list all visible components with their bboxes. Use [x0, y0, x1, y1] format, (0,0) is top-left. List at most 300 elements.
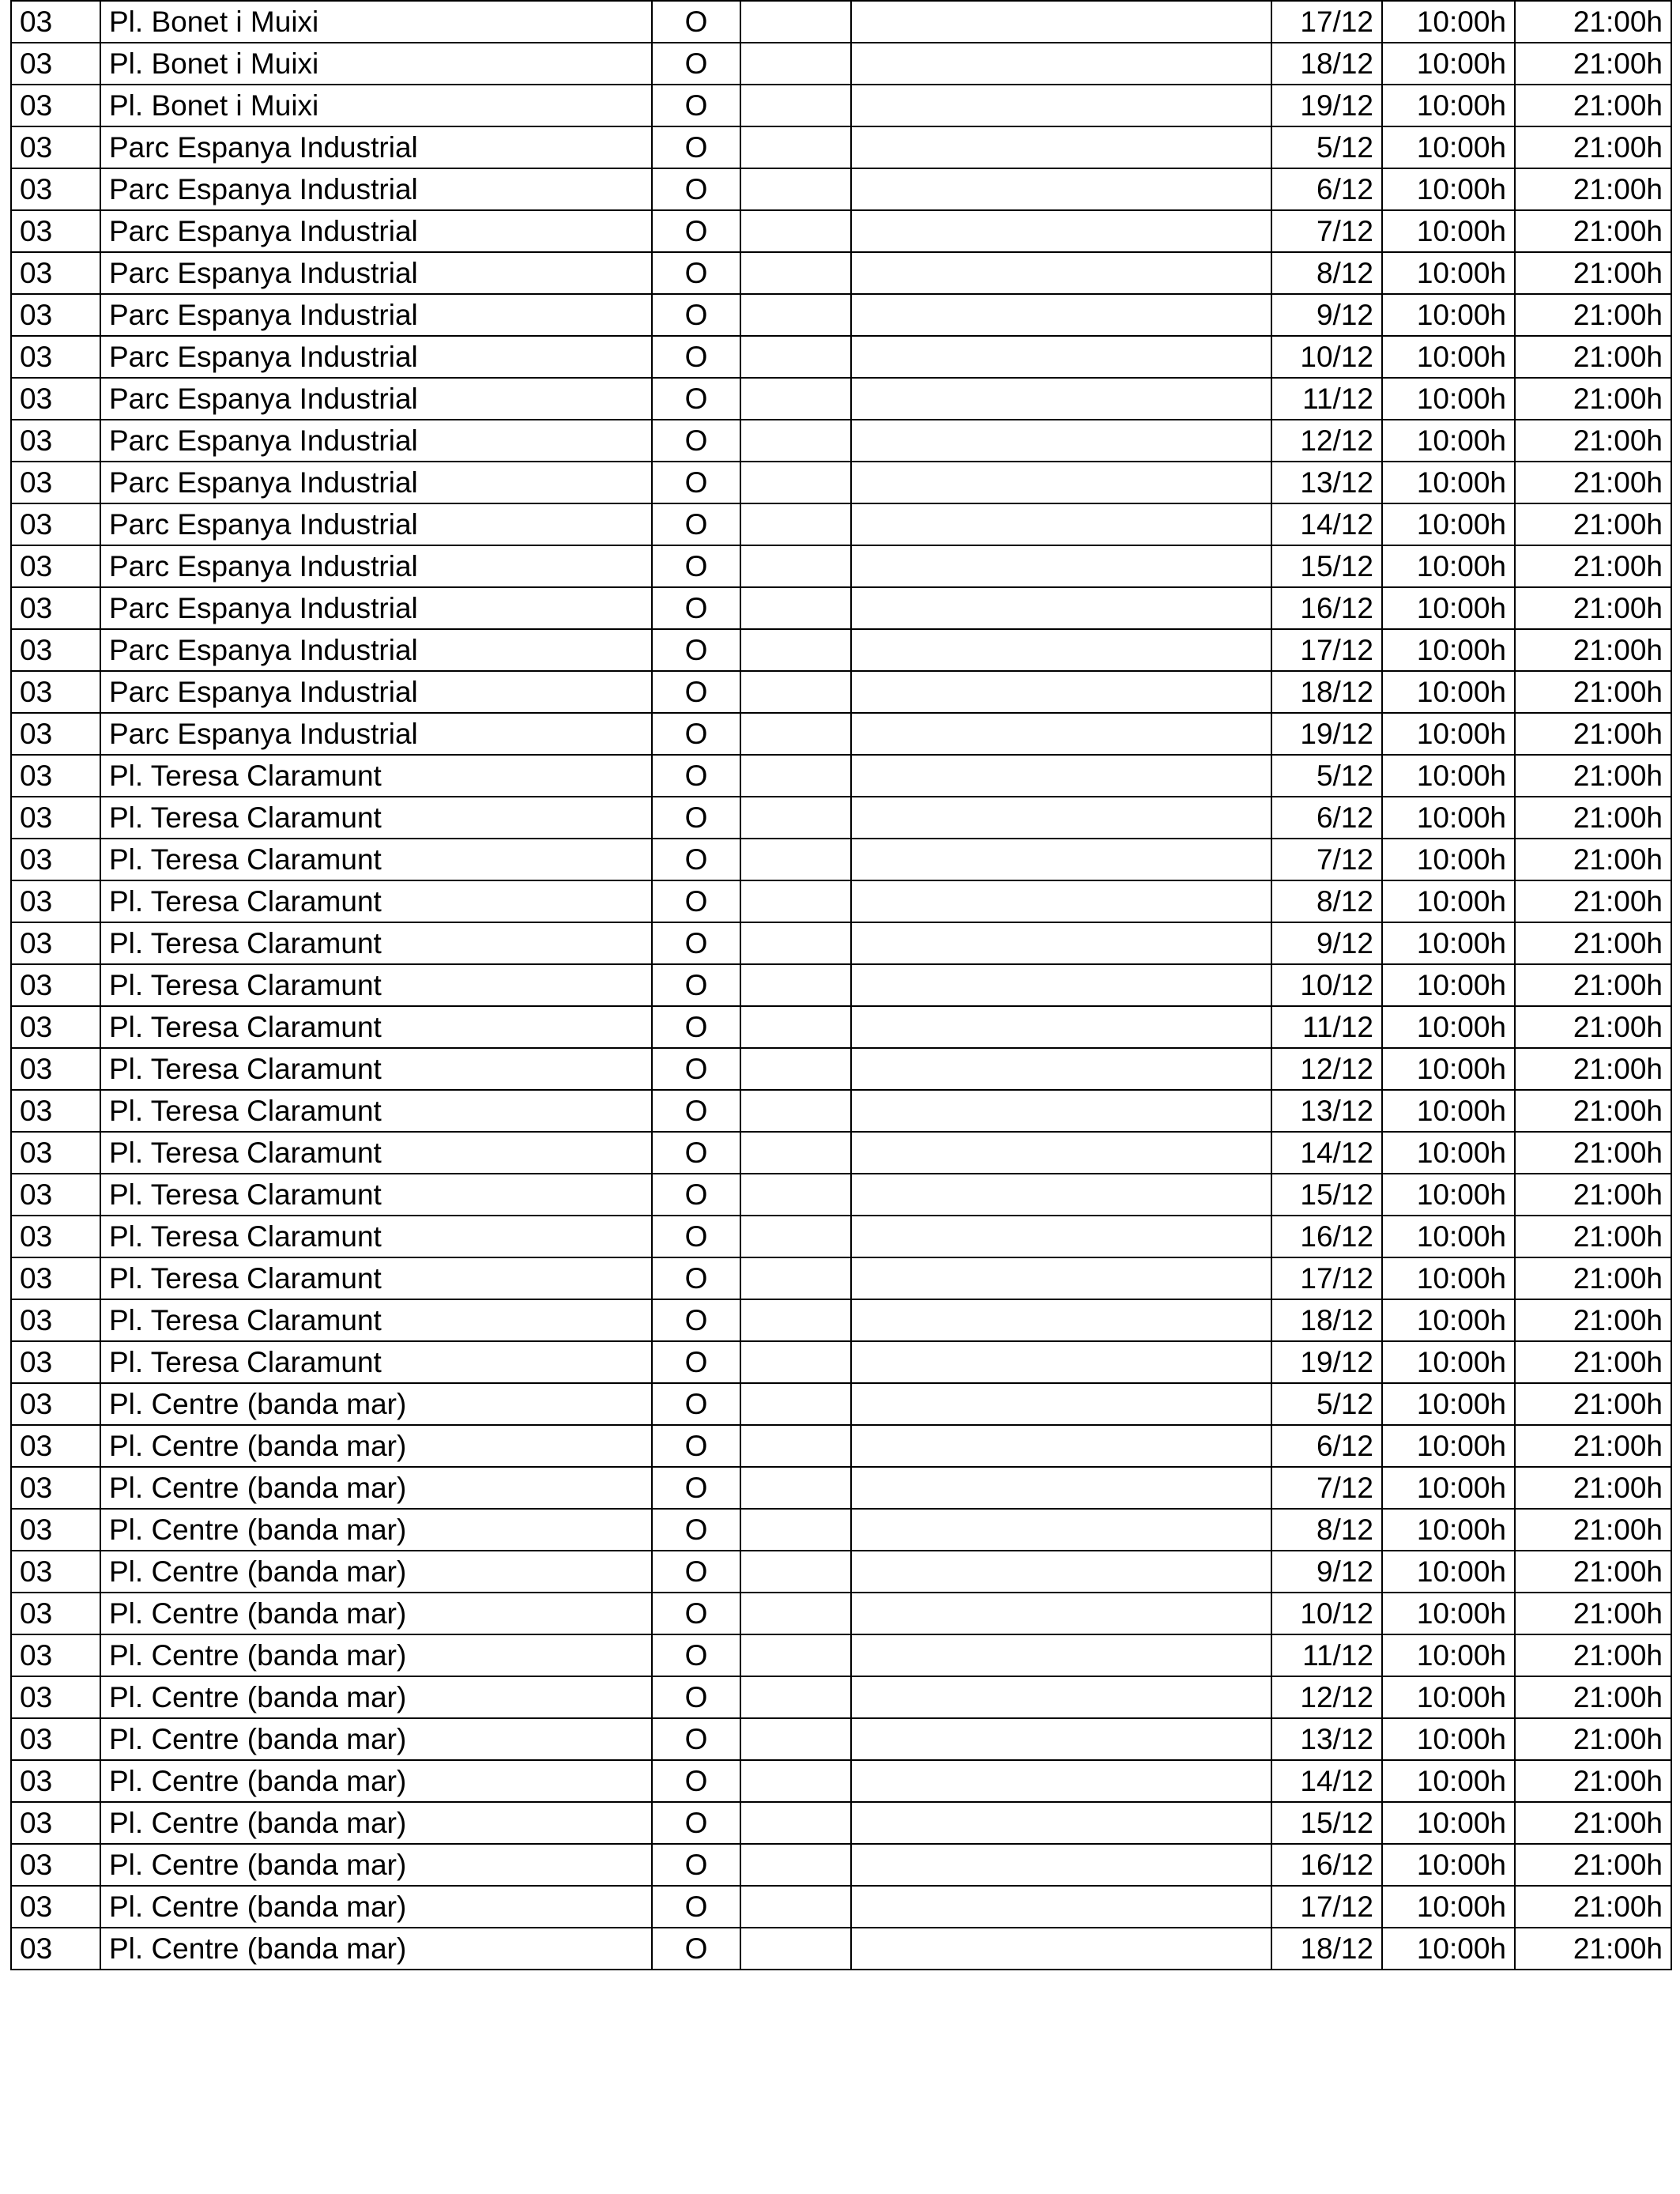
start-time-cell: 10:00h	[1382, 1425, 1515, 1467]
start-time-cell: 10:00h	[1382, 294, 1515, 336]
location-cell: Pl. Centre (banda mar)	[100, 1760, 652, 1802]
empty-cell	[740, 1886, 851, 1928]
type-cell: O	[652, 1886, 740, 1928]
type-cell: O	[652, 1928, 740, 1970]
district-cell: 03	[11, 168, 100, 210]
table-row	[11, 85, 1671, 126]
empty-cell	[740, 294, 851, 336]
table-row	[11, 671, 1671, 713]
empty-cell	[740, 1299, 851, 1341]
district-cell: 03	[11, 1090, 100, 1132]
empty-cell	[851, 1551, 1271, 1593]
end-time-cell: 21:00h	[1515, 1760, 1671, 1802]
start-time-cell: 10:00h	[1382, 1634, 1515, 1676]
empty-cell	[851, 1048, 1271, 1090]
date-cell: 15/12	[1271, 545, 1382, 587]
empty-cell	[740, 1718, 851, 1760]
type-cell: O	[652, 1509, 740, 1551]
empty-cell	[740, 1760, 851, 1802]
type-cell: O	[652, 1425, 740, 1467]
location-cell: Pl. Centre (banda mar)	[100, 1802, 652, 1844]
type-cell: O	[652, 462, 740, 503]
empty-cell	[851, 545, 1271, 587]
start-time-cell: 10:00h	[1382, 1718, 1515, 1760]
table-row	[11, 1844, 1671, 1886]
type-cell: O	[652, 1006, 740, 1048]
end-time-cell: 21:00h	[1515, 420, 1671, 462]
location-cell: Pl. Centre (banda mar)	[100, 1383, 652, 1425]
district-cell: 03	[11, 839, 100, 880]
district-cell: 03	[11, 1383, 100, 1425]
empty-cell	[851, 1802, 1271, 1844]
location-cell: Pl. Teresa Claramunt	[100, 839, 652, 880]
empty-cell	[851, 1509, 1271, 1551]
table-row	[11, 839, 1671, 880]
empty-cell	[740, 545, 851, 587]
end-time-cell: 21:00h	[1515, 462, 1671, 503]
table-row	[11, 713, 1671, 755]
empty-cell	[740, 1551, 851, 1593]
district-cell: 03	[11, 462, 100, 503]
start-time-cell: 10:00h	[1382, 168, 1515, 210]
district-cell: 03	[11, 1132, 100, 1174]
end-time-cell: 21:00h	[1515, 1257, 1671, 1299]
district-cell: 03	[11, 1718, 100, 1760]
table-row	[11, 545, 1671, 587]
type-cell: O	[652, 1216, 740, 1257]
start-time-cell: 10:00h	[1382, 1006, 1515, 1048]
table-row	[11, 1299, 1671, 1341]
district-cell: 03	[11, 252, 100, 294]
empty-cell	[740, 1257, 851, 1299]
empty-cell	[740, 587, 851, 629]
empty-cell	[740, 1383, 851, 1425]
date-cell: 19/12	[1271, 713, 1382, 755]
date-cell: 14/12	[1271, 1760, 1382, 1802]
location-cell: Pl. Centre (banda mar)	[100, 1593, 652, 1634]
district-cell: 03	[11, 1928, 100, 1970]
end-time-cell: 21:00h	[1515, 629, 1671, 671]
table-row	[11, 1048, 1671, 1090]
district-cell: 03	[11, 964, 100, 1006]
empty-cell	[740, 671, 851, 713]
location-cell: Pl. Teresa Claramunt	[100, 964, 652, 1006]
end-time-cell: 21:00h	[1515, 587, 1671, 629]
type-cell: O	[652, 1634, 740, 1676]
empty-cell	[740, 1928, 851, 1970]
start-time-cell: 10:00h	[1382, 420, 1515, 462]
empty-cell	[740, 1132, 851, 1174]
type-cell: O	[652, 880, 740, 922]
start-time-cell: 10:00h	[1382, 1341, 1515, 1383]
date-cell: 13/12	[1271, 1090, 1382, 1132]
type-cell: O	[652, 587, 740, 629]
district-cell: 03	[11, 1257, 100, 1299]
end-time-cell: 21:00h	[1515, 1593, 1671, 1634]
table-row	[11, 1802, 1671, 1844]
table-row	[11, 1132, 1671, 1174]
table-row	[11, 587, 1671, 629]
end-time-cell: 21:00h	[1515, 671, 1671, 713]
end-time-cell: 21:00h	[1515, 1048, 1671, 1090]
location-cell: Pl. Centre (banda mar)	[100, 1886, 652, 1928]
empty-cell	[851, 587, 1271, 629]
location-cell: Pl. Teresa Claramunt	[100, 1174, 652, 1216]
date-cell: 8/12	[1271, 880, 1382, 922]
location-cell: Parc Espanya Industrial	[100, 336, 652, 378]
end-time-cell: 21:00h	[1515, 1718, 1671, 1760]
schedule-table	[10, 0, 1672, 1970]
district-cell: 03	[11, 1341, 100, 1383]
empty-cell	[851, 462, 1271, 503]
district-cell: 03	[11, 336, 100, 378]
date-cell: 16/12	[1271, 1216, 1382, 1257]
end-time-cell: 21:00h	[1515, 1341, 1671, 1383]
empty-cell	[740, 1467, 851, 1509]
empty-cell	[740, 420, 851, 462]
start-time-cell: 10:00h	[1382, 43, 1515, 85]
date-cell: 9/12	[1271, 922, 1382, 964]
date-cell: 18/12	[1271, 671, 1382, 713]
district-cell: 03	[11, 1174, 100, 1216]
table-row	[11, 1634, 1671, 1676]
date-cell: 7/12	[1271, 839, 1382, 880]
end-time-cell: 21:00h	[1515, 1006, 1671, 1048]
date-cell: 11/12	[1271, 1006, 1382, 1048]
district-cell: 03	[11, 1551, 100, 1593]
type-cell: O	[652, 839, 740, 880]
type-cell: O	[652, 1551, 740, 1593]
type-cell: O	[652, 1593, 740, 1634]
table-row	[11, 1676, 1671, 1718]
end-time-cell: 21:00h	[1515, 168, 1671, 210]
type-cell: O	[652, 713, 740, 755]
table-row	[11, 1928, 1671, 1970]
date-cell: 14/12	[1271, 1132, 1382, 1174]
table-row	[11, 1509, 1671, 1551]
end-time-cell: 21:00h	[1515, 1299, 1671, 1341]
end-time-cell: 21:00h	[1515, 1551, 1671, 1593]
location-cell: Pl. Centre (banda mar)	[100, 1425, 652, 1467]
end-time-cell: 21:00h	[1515, 1886, 1671, 1928]
end-time-cell: 21:00h	[1515, 545, 1671, 587]
end-time-cell: 21:00h	[1515, 1928, 1671, 1970]
location-cell: Parc Espanya Industrial	[100, 629, 652, 671]
type-cell: O	[652, 629, 740, 671]
table-row	[11, 880, 1671, 922]
empty-cell	[740, 1509, 851, 1551]
date-cell: 16/12	[1271, 587, 1382, 629]
type-cell: O	[652, 1844, 740, 1886]
type-cell: O	[652, 1048, 740, 1090]
empty-cell	[851, 43, 1271, 85]
location-cell: Pl. Centre (banda mar)	[100, 1551, 652, 1593]
end-time-cell: 21:00h	[1515, 1216, 1671, 1257]
table-row	[11, 1718, 1671, 1760]
date-cell: 14/12	[1271, 503, 1382, 545]
end-time-cell: 21:00h	[1515, 713, 1671, 755]
type-cell: O	[652, 797, 740, 839]
empty-cell	[851, 1132, 1271, 1174]
start-time-cell: 10:00h	[1382, 1467, 1515, 1509]
district-cell: 03	[11, 1844, 100, 1886]
empty-cell	[851, 420, 1271, 462]
empty-cell	[851, 964, 1271, 1006]
end-time-cell: 21:00h	[1515, 1802, 1671, 1844]
location-cell: Parc Espanya Industrial	[100, 252, 652, 294]
table-row	[11, 210, 1671, 252]
table-row	[11, 503, 1671, 545]
table-row	[11, 629, 1671, 671]
date-cell: 10/12	[1271, 1593, 1382, 1634]
empty-cell	[740, 1048, 851, 1090]
type-cell: O	[652, 1383, 740, 1425]
start-time-cell: 10:00h	[1382, 964, 1515, 1006]
start-time-cell: 10:00h	[1382, 1090, 1515, 1132]
end-time-cell: 21:00h	[1515, 1174, 1671, 1216]
empty-cell	[851, 294, 1271, 336]
empty-cell	[851, 1383, 1271, 1425]
start-time-cell: 10:00h	[1382, 1593, 1515, 1634]
date-cell: 6/12	[1271, 1425, 1382, 1467]
empty-cell	[740, 880, 851, 922]
type-cell: O	[652, 85, 740, 126]
date-cell: 6/12	[1271, 797, 1382, 839]
location-cell: Parc Espanya Industrial	[100, 503, 652, 545]
district-cell: 03	[11, 1048, 100, 1090]
end-time-cell: 21:00h	[1515, 1425, 1671, 1467]
start-time-cell: 10:00h	[1382, 1216, 1515, 1257]
location-cell: Pl. Teresa Claramunt	[100, 755, 652, 797]
end-time-cell: 21:00h	[1515, 1844, 1671, 1886]
start-time-cell: 10:00h	[1382, 1174, 1515, 1216]
location-cell: Pl. Teresa Claramunt	[100, 1257, 652, 1299]
schedule-table-body	[11, 1, 1671, 1970]
empty-cell	[851, 1676, 1271, 1718]
table-row	[11, 1257, 1671, 1299]
end-time-cell: 21:00h	[1515, 503, 1671, 545]
date-cell: 19/12	[1271, 1341, 1382, 1383]
location-cell: Pl. Centre (banda mar)	[100, 1718, 652, 1760]
table-row	[11, 1006, 1671, 1048]
empty-cell	[851, 1299, 1271, 1341]
start-time-cell: 10:00h	[1382, 252, 1515, 294]
empty-cell	[851, 1216, 1271, 1257]
empty-cell	[740, 503, 851, 545]
type-cell: O	[652, 1090, 740, 1132]
start-time-cell: 10:00h	[1382, 797, 1515, 839]
date-cell: 10/12	[1271, 336, 1382, 378]
location-cell: Pl. Centre (banda mar)	[100, 1634, 652, 1676]
empty-cell	[851, 1006, 1271, 1048]
district-cell: 03	[11, 545, 100, 587]
empty-cell	[740, 252, 851, 294]
empty-cell	[851, 1718, 1271, 1760]
location-cell: Pl. Teresa Claramunt	[100, 1341, 652, 1383]
location-cell: Pl. Bonet i Muixi	[100, 43, 652, 85]
location-cell: Pl. Teresa Claramunt	[100, 1090, 652, 1132]
empty-cell	[740, 1425, 851, 1467]
start-time-cell: 10:00h	[1382, 1551, 1515, 1593]
end-time-cell: 21:00h	[1515, 85, 1671, 126]
empty-cell	[851, 210, 1271, 252]
district-cell: 03	[11, 880, 100, 922]
date-cell: 8/12	[1271, 1509, 1382, 1551]
district-cell: 03	[11, 43, 100, 85]
start-time-cell: 10:00h	[1382, 1048, 1515, 1090]
empty-cell	[740, 336, 851, 378]
date-cell: 17/12	[1271, 1257, 1382, 1299]
date-cell: 10/12	[1271, 964, 1382, 1006]
empty-cell	[851, 839, 1271, 880]
empty-cell	[740, 1216, 851, 1257]
empty-cell	[851, 126, 1271, 168]
district-cell: 03	[11, 503, 100, 545]
type-cell: O	[652, 336, 740, 378]
start-time-cell: 10:00h	[1382, 126, 1515, 168]
district-cell: 03	[11, 671, 100, 713]
type-cell: O	[652, 503, 740, 545]
type-cell: O	[652, 1299, 740, 1341]
empty-cell	[851, 503, 1271, 545]
empty-cell	[851, 629, 1271, 671]
district-cell: 03	[11, 378, 100, 420]
table-row	[11, 420, 1671, 462]
empty-cell	[740, 1, 851, 43]
empty-cell	[740, 629, 851, 671]
start-time-cell: 10:00h	[1382, 503, 1515, 545]
empty-cell	[851, 1341, 1271, 1383]
end-time-cell: 21:00h	[1515, 1467, 1671, 1509]
date-cell: 17/12	[1271, 629, 1382, 671]
start-time-cell: 10:00h	[1382, 629, 1515, 671]
start-time-cell: 10:00h	[1382, 713, 1515, 755]
date-cell: 18/12	[1271, 1299, 1382, 1341]
table-row	[11, 755, 1671, 797]
date-cell: 16/12	[1271, 1844, 1382, 1886]
type-cell: O	[652, 378, 740, 420]
type-cell: O	[652, 1802, 740, 1844]
end-time-cell: 21:00h	[1515, 964, 1671, 1006]
district-cell: 03	[11, 1216, 100, 1257]
empty-cell	[851, 378, 1271, 420]
type-cell: O	[652, 210, 740, 252]
empty-cell	[740, 1341, 851, 1383]
table-row	[11, 922, 1671, 964]
district-cell: 03	[11, 1802, 100, 1844]
table-row	[11, 43, 1671, 85]
table-row	[11, 1341, 1671, 1383]
district-cell: 03	[11, 1299, 100, 1341]
location-cell: Parc Espanya Industrial	[100, 126, 652, 168]
empty-cell	[851, 1257, 1271, 1299]
location-cell: Pl. Teresa Claramunt	[100, 1132, 652, 1174]
start-time-cell: 10:00h	[1382, 378, 1515, 420]
empty-cell	[740, 922, 851, 964]
type-cell: O	[652, 671, 740, 713]
location-cell: Pl. Centre (banda mar)	[100, 1467, 652, 1509]
empty-cell	[851, 1760, 1271, 1802]
type-cell: O	[652, 1257, 740, 1299]
location-cell: Parc Espanya Industrial	[100, 587, 652, 629]
end-time-cell: 21:00h	[1515, 880, 1671, 922]
district-cell: 03	[11, 420, 100, 462]
location-cell: Pl. Teresa Claramunt	[100, 1299, 652, 1341]
end-time-cell: 21:00h	[1515, 126, 1671, 168]
end-time-cell: 21:00h	[1515, 1090, 1671, 1132]
location-cell: Parc Espanya Industrial	[100, 462, 652, 503]
empty-cell	[740, 1802, 851, 1844]
empty-cell	[851, 168, 1271, 210]
location-cell: Pl. Teresa Claramunt	[100, 1048, 652, 1090]
end-time-cell: 21:00h	[1515, 922, 1671, 964]
date-cell: 9/12	[1271, 294, 1382, 336]
table-row	[11, 252, 1671, 294]
end-time-cell: 21:00h	[1515, 336, 1671, 378]
location-cell: Pl. Bonet i Muixi	[100, 1, 652, 43]
start-time-cell: 10:00h	[1382, 880, 1515, 922]
type-cell: O	[652, 168, 740, 210]
date-cell: 12/12	[1271, 1676, 1382, 1718]
empty-cell	[740, 1593, 851, 1634]
type-cell: O	[652, 420, 740, 462]
empty-cell	[740, 1634, 851, 1676]
date-cell: 13/12	[1271, 1718, 1382, 1760]
district-cell: 03	[11, 922, 100, 964]
date-cell: 13/12	[1271, 462, 1382, 503]
location-cell: Parc Espanya Industrial	[100, 545, 652, 587]
district-cell: 03	[11, 755, 100, 797]
table-row	[11, 1425, 1671, 1467]
location-cell: Pl. Teresa Claramunt	[100, 1216, 652, 1257]
start-time-cell: 10:00h	[1382, 210, 1515, 252]
table-row	[11, 336, 1671, 378]
district-cell: 03	[11, 629, 100, 671]
table-row	[11, 1760, 1671, 1802]
type-cell: O	[652, 1718, 740, 1760]
end-time-cell: 21:00h	[1515, 43, 1671, 85]
date-cell: 15/12	[1271, 1802, 1382, 1844]
empty-cell	[851, 336, 1271, 378]
district-cell: 03	[11, 85, 100, 126]
end-time-cell: 21:00h	[1515, 1132, 1671, 1174]
table-row	[11, 294, 1671, 336]
table-row	[11, 462, 1671, 503]
empty-cell	[740, 964, 851, 1006]
district-cell: 03	[11, 1634, 100, 1676]
table-row	[11, 1, 1671, 43]
date-cell: 11/12	[1271, 378, 1382, 420]
location-cell: Parc Espanya Industrial	[100, 713, 652, 755]
date-cell: 6/12	[1271, 168, 1382, 210]
district-cell: 03	[11, 1760, 100, 1802]
empty-cell	[740, 1006, 851, 1048]
date-cell: 7/12	[1271, 210, 1382, 252]
empty-cell	[851, 1467, 1271, 1509]
district-cell: 03	[11, 587, 100, 629]
location-cell: Pl. Teresa Claramunt	[100, 880, 652, 922]
empty-cell	[740, 839, 851, 880]
empty-cell	[740, 1844, 851, 1886]
end-time-cell: 21:00h	[1515, 797, 1671, 839]
empty-cell	[851, 1090, 1271, 1132]
location-cell: Pl. Teresa Claramunt	[100, 1006, 652, 1048]
district-cell: 03	[11, 1006, 100, 1048]
date-cell: 17/12	[1271, 1, 1382, 43]
date-cell: 5/12	[1271, 755, 1382, 797]
location-cell: Parc Espanya Industrial	[100, 671, 652, 713]
type-cell: O	[652, 1760, 740, 1802]
